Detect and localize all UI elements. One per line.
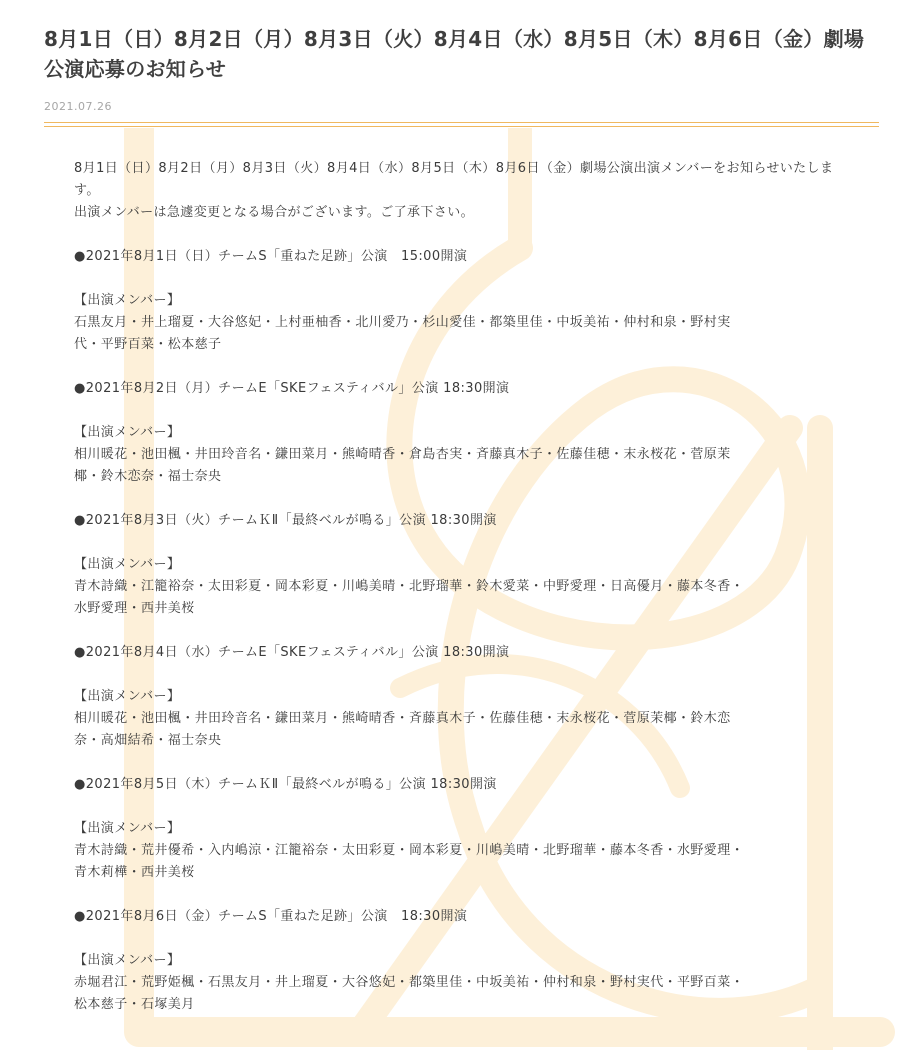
spacer — [74, 400, 864, 422]
performance-heading: ●2021年8月4日（水）チームE「SKEフェスティバル」公演 18:30開演 — [74, 645, 510, 660]
spacer — [74, 488, 864, 510]
members-label: 【出演メンバー】 — [74, 953, 181, 968]
spacer — [74, 620, 864, 642]
page-title: 8月1日（日）8月2日（月）8月3日（火）8月4日（水）8月5日（木）8月6日（金）劇場公演応募のお知らせ — [44, 27, 865, 81]
spacer — [74, 664, 864, 686]
performance-heading: ●2021年8月6日（金）チームS「重ねた足跡」公演 18:30開演 — [74, 909, 468, 924]
members-label: 【出演メンバー】 — [74, 425, 181, 440]
performance-block-aug2 — [74, 378, 864, 510]
members-list: 相川暖花・池田楓・井田玲音名・鎌田菜月・熊崎晴香・斉藤真木子・佐藤佳穂・末永桜花・菅原茉椰・鈴木恋 奈・高畑結希・福士奈央 — [74, 711, 731, 748]
article-body — [74, 158, 864, 1016]
article-header — [44, 24, 884, 113]
performance-block-aug4 — [74, 642, 864, 774]
spacer — [74, 268, 864, 290]
intro-text: 8月1日（日）8月2日（月）8月3日（火）8月4日（水）8月5日（木）8月6日（金）劇場公演出演メンバーをお知らせいたしま す。 出演メンバーは急遽変更となる場合がございます。ご了承下さい。 — [74, 161, 834, 220]
members-list: 青木詩織・荒井優希・入内嶋涼・江籠裕奈・太田彩夏・岡本彩夏・川嶋美晴・北野瑠華・藤本冬香・水野愛理・ 青木莉樺・西井美桜 — [74, 843, 745, 880]
performance-block-aug5 — [74, 774, 864, 906]
members-list: 石黒友月・井上瑠夏・大谷悠妃・上村亜柚香・北川愛乃・杉山愛佳・都築里佳・中坂美祐・仲村和泉・野村実 代・平野百菜・松本慈子 — [74, 315, 731, 352]
performance-block-aug3 — [74, 510, 864, 642]
members-list: 相川暖花・池田楓・井田玲音名・鎌田菜月・熊崎晴香・倉島杏実・斉藤真木子・佐藤佳穂・末永桜花・菅原茉 椰・鈴木恋奈・福士奈央 — [74, 447, 731, 484]
spacer — [74, 796, 864, 818]
members-label: 【出演メンバー】 — [74, 821, 181, 836]
members-label: 【出演メンバー】 — [74, 293, 181, 308]
members-list: 青木詩織・江籠裕奈・太田彩夏・岡本彩夏・川嶋美晴・北野瑠華・鈴木愛菜・中野愛理・日高優月・藤本冬香・ 水野愛理・西井美桜 — [74, 579, 745, 616]
members-label: 【出演メンバー】 — [74, 689, 181, 704]
spacer — [74, 356, 864, 378]
members-label: 【出演メンバー】 — [74, 557, 181, 572]
performance-block-aug1 — [74, 246, 864, 378]
spacer — [74, 532, 864, 554]
post-date: 2021.07.26 — [44, 100, 112, 113]
performance-heading: ●2021年8月5日（木）チームＫⅡ「最終ベルが鳴る」公演 18:30開演 — [74, 777, 497, 792]
spacer — [74, 752, 864, 774]
spacer — [74, 884, 864, 906]
spacer — [74, 224, 864, 246]
performance-block-aug6 — [74, 906, 864, 1016]
spacer — [74, 928, 864, 950]
members-list: 赤堀君江・荒野姫楓・石黒友月・井上瑠夏・大谷悠妃・都築里佳・中坂美祐・仲村和泉・野村実代・平野百菜・ 松本慈子・石塚美月 — [74, 975, 745, 1012]
performance-heading: ●2021年8月3日（火）チームＫⅡ「最終ベルが鳴る」公演 18:30開演 — [74, 513, 497, 528]
title-divider — [44, 122, 879, 123]
performance-heading: ●2021年8月1日（日）チームS「重ねた足跡」公演 15:00開演 — [74, 249, 468, 264]
performance-heading: ●2021年8月2日（月）チームE「SKEフェスティバル」公演 18:30開演 — [74, 381, 510, 396]
